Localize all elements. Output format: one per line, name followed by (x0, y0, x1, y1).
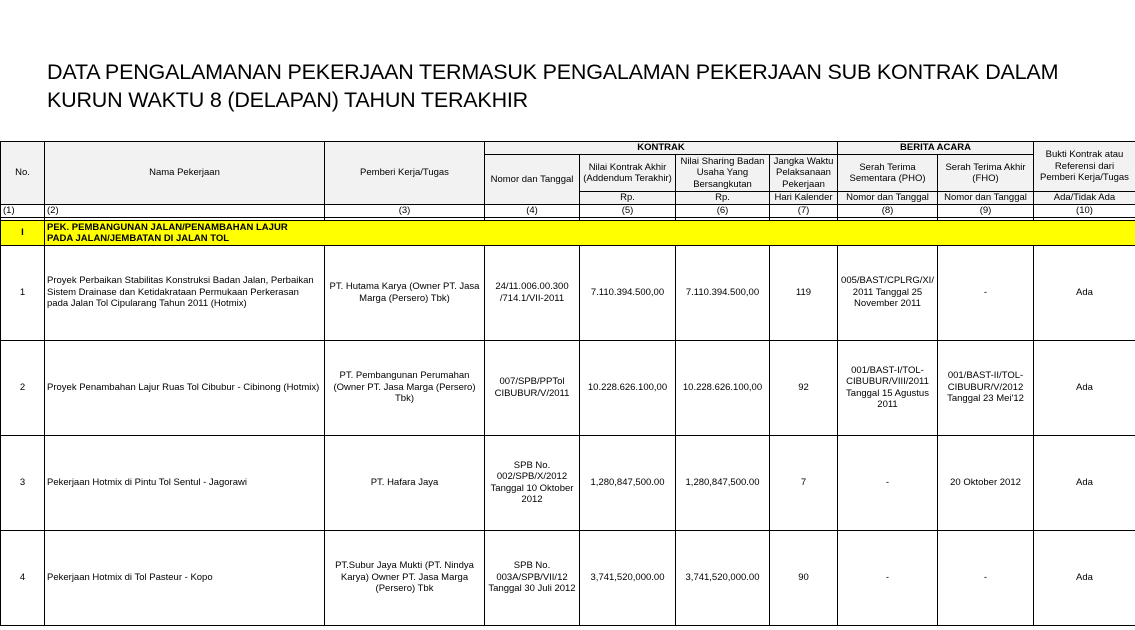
row-nilai-sharing: 1,280,847,500.00 (676, 435, 770, 530)
row-jangka-waktu: 7 (770, 435, 838, 530)
row-jangka-waktu: 119 (770, 245, 838, 340)
row-jangka-waktu: 90 (770, 530, 838, 625)
row-pho: 001/BAST-I/TOL-CIBUBUR/VIII/2011 Tanggal 15 Agustus 2011 (838, 340, 938, 435)
col-header-nama: Nama Pekerjaan (45, 142, 325, 205)
row-pemberi-kerja: PT.Subur Jaya Mukti (PT. Nindya Karya) Owner PT. Jasa Marga (Persero) Tbk (325, 530, 485, 625)
row-nomor-tanggal: 24/11.006.00.300 /714.1/VII-2011 (485, 245, 580, 340)
col-number: (5) (580, 205, 676, 218)
col-header-pemberi: Pemberi Kerja/Tugas (325, 142, 485, 205)
row-pho: - (838, 435, 938, 530)
page-title (47, 58, 1127, 114)
experience-table (0, 141, 1135, 626)
row-no: 1 (1, 245, 45, 340)
section-row (1, 220, 1135, 245)
col-number: (10) (1034, 205, 1135, 218)
row-nilai-kontrak: 7.110.394.500,00 (580, 245, 676, 340)
row-fho: 001/BAST-II/TOL-CIBUBUR/V/2012 Tanggal 23 Mei'12 (938, 340, 1034, 435)
row-pemberi-kerja: PT. Hafara Jaya (325, 435, 485, 530)
row-nilai-sharing: 3,741,520,000.00 (676, 530, 770, 625)
row-nilai-kontrak: 3,741,520,000.00 (580, 530, 676, 625)
table-row (1, 435, 1135, 530)
col-header-no: No. (1, 142, 45, 205)
section-title-line-1: PEK. PEMBANGUNAN JALAN/PENAMBAHAN LAJUR (47, 221, 288, 233)
row-fho: - (938, 245, 1034, 340)
row-nama-pekerjaan: Proyek Perbaikan Stabilitas Konstruksi Badan Jalan, Perbaikan Sistem Drainase dan Ketidakrataan Permukaan Perkerasan pada Jalan Tol Cipularang Tahun 2011 (Hotmix) (45, 245, 325, 340)
col-number: (9) (938, 205, 1034, 218)
row-nilai-kontrak: 1,280,847,500.00 (580, 435, 676, 530)
row-nomor-tanggal: SPB No. 002/SPB/X/2012 Tanggal 10 Oktober 2012 (485, 435, 580, 530)
row-nilai-sharing: 7.110.394.500,00 (676, 245, 770, 340)
unit-bukti: Ada/Tidak Ada (1034, 192, 1135, 205)
table-row (1, 530, 1135, 625)
row-nama-pekerjaan: Proyek Penambahan Lajur Ruas Tol Cibubur - Cibinong (Hotmix) (45, 340, 325, 435)
row-no: 2 (1, 340, 45, 435)
row-pemberi-kerja: PT. Pembangunan Perumahan (Owner PT. Jasa Marga (Persero) Tbk) (325, 340, 485, 435)
col-number: (3) (325, 205, 485, 218)
row-fho: 20 Oktober 2012 (938, 435, 1034, 530)
row-no: 3 (1, 435, 45, 530)
unit-pho: Nomor dan Tanggal (838, 192, 938, 205)
col-number: (4) (485, 205, 580, 218)
unit-rp-sharing: Rp. (676, 192, 770, 205)
row-nama-pekerjaan: Pekerjaan Hotmix di Pintu Tol Sentul - Jagorawi (45, 435, 325, 530)
col-header-nilai-kontrak: Nilai Kontrak Akhir (Addendum Terakhir) (580, 155, 676, 192)
col-number: (7) (770, 205, 838, 218)
row-bukti: Ada (1034, 245, 1135, 340)
section-title-line-2: PADA JALAN/JEMBATAN DI JALAN TOL (47, 232, 230, 244)
col-header-pho: Serah Terima Sementara (PHO) (838, 155, 938, 192)
row-bukti: Ada (1034, 530, 1135, 625)
col-header-jangka-waktu: Jangka Waktu Pelaksanaan Pekerjaan (770, 155, 838, 192)
group-header-berita-acara: BERITA ACARA (838, 142, 1034, 155)
title-line-2: KURUN WAKTU 8 (DELAPAN) TAHUN TERAKHIR (47, 88, 528, 112)
row-fho: - (938, 530, 1034, 625)
row-nilai-sharing: 10.228.626.100,00 (676, 340, 770, 435)
col-number: (6) (676, 205, 770, 218)
table-row (1, 340, 1135, 435)
column-number-row (1, 205, 1135, 218)
col-header-bukti: Bukti Kontrak atau Referensi dari Pemberi Kerja/Tugas (1034, 142, 1135, 192)
row-nama-pekerjaan: Pekerjaan Hotmix di Tol Pasteur - Kopo (45, 530, 325, 625)
row-nilai-kontrak: 10.228.626.100,00 (580, 340, 676, 435)
unit-fho: Nomor dan Tanggal (938, 192, 1034, 205)
unit-rp-kontrak: Rp. (580, 192, 676, 205)
col-number: (2) (45, 205, 325, 218)
col-header-nomor-tanggal: Nomor dan Tanggal (485, 155, 580, 205)
col-number: (1) (1, 205, 45, 218)
unit-hari-kalender: Hari Kalender (770, 192, 838, 205)
row-pemberi-kerja: PT. Hutama Karya (Owner PT. Jasa Marga (Persero) Tbk) (325, 245, 485, 340)
title-line-1: DATA PENGALAMANAN PEKERJAAN TERMASUK PENGALAMAN PEKERJAAN SUB KONTRAK DALAM (47, 60, 1059, 84)
row-bukti: Ada (1034, 435, 1135, 530)
row-bukti: Ada (1034, 340, 1135, 435)
col-header-nilai-sharing: Nilai Sharing Badan Usaha Yang Bersangkutan (676, 155, 770, 192)
group-header-kontrak: KONTRAK (485, 142, 838, 155)
row-nomor-tanggal: 007/SPB/PPTol CIBUBUR/V/2011 (485, 340, 580, 435)
section-number: I (1, 220, 45, 245)
row-jangka-waktu: 92 (770, 340, 838, 435)
col-number: (8) (838, 205, 938, 218)
section-title (45, 220, 1135, 245)
row-nomor-tanggal: SPB No. 003A/SPB/VII/12 Tanggal 30 Juli 2012 (485, 530, 580, 625)
row-pho: 005/BAST/CPLRG/XI/ 2011 Tanggal 25 November 2011 (838, 245, 938, 340)
col-header-fho: Serah Terima Akhir (FHO) (938, 155, 1034, 192)
header-row-1 (1, 142, 1135, 155)
table-row (1, 245, 1135, 340)
row-no: 4 (1, 530, 45, 625)
row-pho: - (838, 530, 938, 625)
